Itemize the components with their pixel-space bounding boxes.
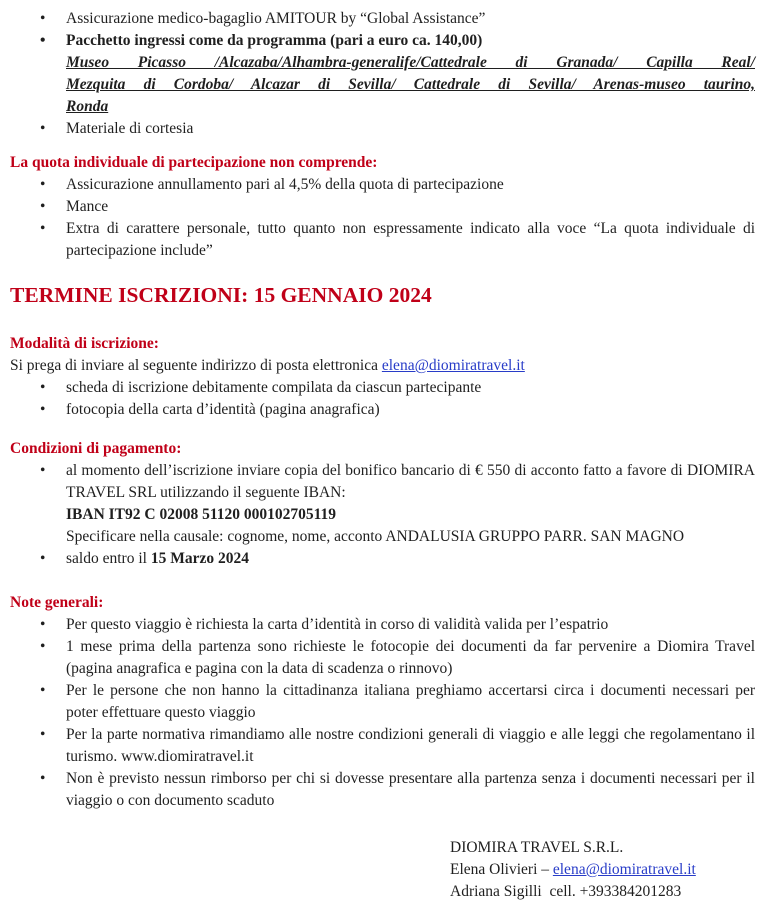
not-included-list bbox=[10, 174, 755, 262]
list-item bbox=[10, 724, 755, 768]
detail-line: Ronda bbox=[66, 98, 109, 115]
contact-line-adriana: Adriana Sigilli cell. +393384201283 bbox=[450, 883, 682, 900]
bullet-marker: • bbox=[40, 770, 46, 787]
deadline-heading: TERMINE ISCRIZIONI: 15 GENNAIO 2024 bbox=[10, 283, 432, 307]
list-item-text: Assicurazione annullamento pari al 4,5% della quota di partecipazione bbox=[66, 176, 504, 193]
iban-line: IBAN IT92 C 02008 51120 000102705119 bbox=[66, 506, 336, 523]
list-item-text: Assicurazione medico-bagaglio AMITOUR by “Global Assistance” bbox=[66, 10, 486, 27]
list-item-text: Materiale di cortesia bbox=[66, 120, 194, 137]
list-item bbox=[10, 768, 755, 812]
bullet-marker: • bbox=[40, 10, 46, 27]
bullet-marker: • bbox=[40, 616, 46, 633]
list-item-text: Pacchetto ingressi come da programma (pari a euro ca. 140,00) bbox=[66, 32, 483, 49]
balance-line bbox=[66, 548, 755, 570]
list-item bbox=[10, 377, 755, 399]
email-link[interactable]: elena@diomiratravel.it bbox=[552, 861, 696, 878]
payment-item-block bbox=[66, 460, 755, 548]
bullet-marker: • bbox=[40, 401, 46, 418]
list-item-text: Per la parte normativa rimandiamo alle nostre condizioni generali di viaggio e alle leggi che regolamentano il turismo. www.diomiratravel.it bbox=[66, 726, 755, 765]
bullet-marker: • bbox=[40, 220, 46, 237]
included-list bbox=[10, 8, 755, 140]
balance-prefix: saldo entro il bbox=[66, 550, 151, 567]
list-item bbox=[10, 460, 755, 548]
email-link[interactable]: elena@diomiratravel.it bbox=[381, 357, 525, 374]
enrollment-intro-text: Si prega di inviare al seguente indirizzo di posta elettronica bbox=[10, 357, 382, 374]
detail-line: Mezquita di Cordoba/ Alcazar di Sevilla/ Cattedrale di Sevilla/ Arenas-museo taurino, bbox=[66, 76, 755, 93]
bullet-marker: • bbox=[40, 462, 46, 479]
list-item bbox=[10, 118, 755, 140]
payment-list bbox=[10, 460, 755, 570]
enrollment-list bbox=[10, 377, 755, 421]
signature-block bbox=[450, 837, 755, 903]
bullet-marker: • bbox=[40, 32, 46, 49]
list-item bbox=[10, 548, 755, 570]
list-item bbox=[10, 399, 755, 421]
notes-list bbox=[10, 614, 755, 812]
list-item-text: Non è previsto nessun rimborso per chi si dovesse presentare alla partenza senza i documenti necessari per il viaggio o con documento scaduto bbox=[66, 770, 755, 809]
section-heading-notes: Note generali: bbox=[10, 594, 104, 611]
list-item-text: Mance bbox=[66, 198, 109, 215]
bullet-marker: • bbox=[40, 550, 46, 567]
list-item bbox=[10, 218, 755, 262]
contact-line-elena bbox=[450, 859, 755, 881]
list-item bbox=[10, 8, 755, 30]
bullet-marker: • bbox=[40, 638, 46, 655]
list-item bbox=[10, 196, 755, 218]
enrollment-intro bbox=[10, 355, 755, 377]
payment-item-text: al momento dell’iscrizione inviare copia del bonifico bancario di € 550 di acconto fatto a favore di DIOMIRA TRAVEL SRL utilizzando il seguente IBAN: bbox=[66, 462, 755, 501]
entrances-detail bbox=[10, 52, 755, 118]
bullet-marker: • bbox=[40, 726, 46, 743]
list-item-text: Extra di carattere personale, tutto quanto non espressamente indicato alla voce “La quota individuale di partecipazione include” bbox=[66, 220, 755, 259]
bullet-marker: • bbox=[40, 176, 46, 193]
list-item-text: Per questo viaggio è richiesta la carta d’identità in corso di validità valida per l’espatrio bbox=[66, 616, 609, 633]
list-item bbox=[10, 174, 755, 196]
detail-line: Museo Picasso /Alcazaba/Alhambra-generalife/Cattedrale di Granada/ Capilla Real/ bbox=[66, 54, 755, 71]
bullet-marker: • bbox=[40, 120, 46, 137]
list-item bbox=[10, 614, 755, 636]
bullet-marker: • bbox=[40, 198, 46, 215]
section-heading-not-included: La quota individuale di partecipazione non comprende: bbox=[10, 154, 378, 171]
bullet-marker: • bbox=[40, 379, 46, 396]
section-heading-enrollment: Modalità di iscrizione: bbox=[10, 335, 159, 352]
list-item-text: Per le persone che non hanno la cittadinanza italiana preghiamo accertarsi circa i documenti necessari per poter effettuare questo viaggio bbox=[66, 682, 755, 721]
contact-name: Elena Olivieri – bbox=[450, 861, 553, 878]
company-name: DIOMIRA TRAVEL S.R.L. bbox=[450, 839, 624, 856]
balance-date: 15 Marzo 2024 bbox=[150, 550, 249, 567]
list-item bbox=[10, 680, 755, 724]
bullet-marker: • bbox=[40, 682, 46, 699]
list-item bbox=[10, 30, 755, 52]
section-heading-payment: Condizioni di pagamento: bbox=[10, 440, 182, 457]
list-item bbox=[10, 636, 755, 680]
list-item-text: 1 mese prima della partenza sono richieste le fotocopie dei documenti da far pervenire a Diomira Travel (pagina anagrafica e pagina con la data di scadenza o rinnovo) bbox=[66, 638, 755, 677]
causale-line: Specificare nella causale: cognome, nome, acconto ANDALUSIA GRUPPO PARR. SAN MAGNO bbox=[66, 528, 685, 545]
list-item-text: fotocopia della carta d’identità (pagina anagrafica) bbox=[66, 401, 380, 418]
list-item-text: scheda di iscrizione debitamente compilata da ciascun partecipante bbox=[66, 379, 482, 396]
